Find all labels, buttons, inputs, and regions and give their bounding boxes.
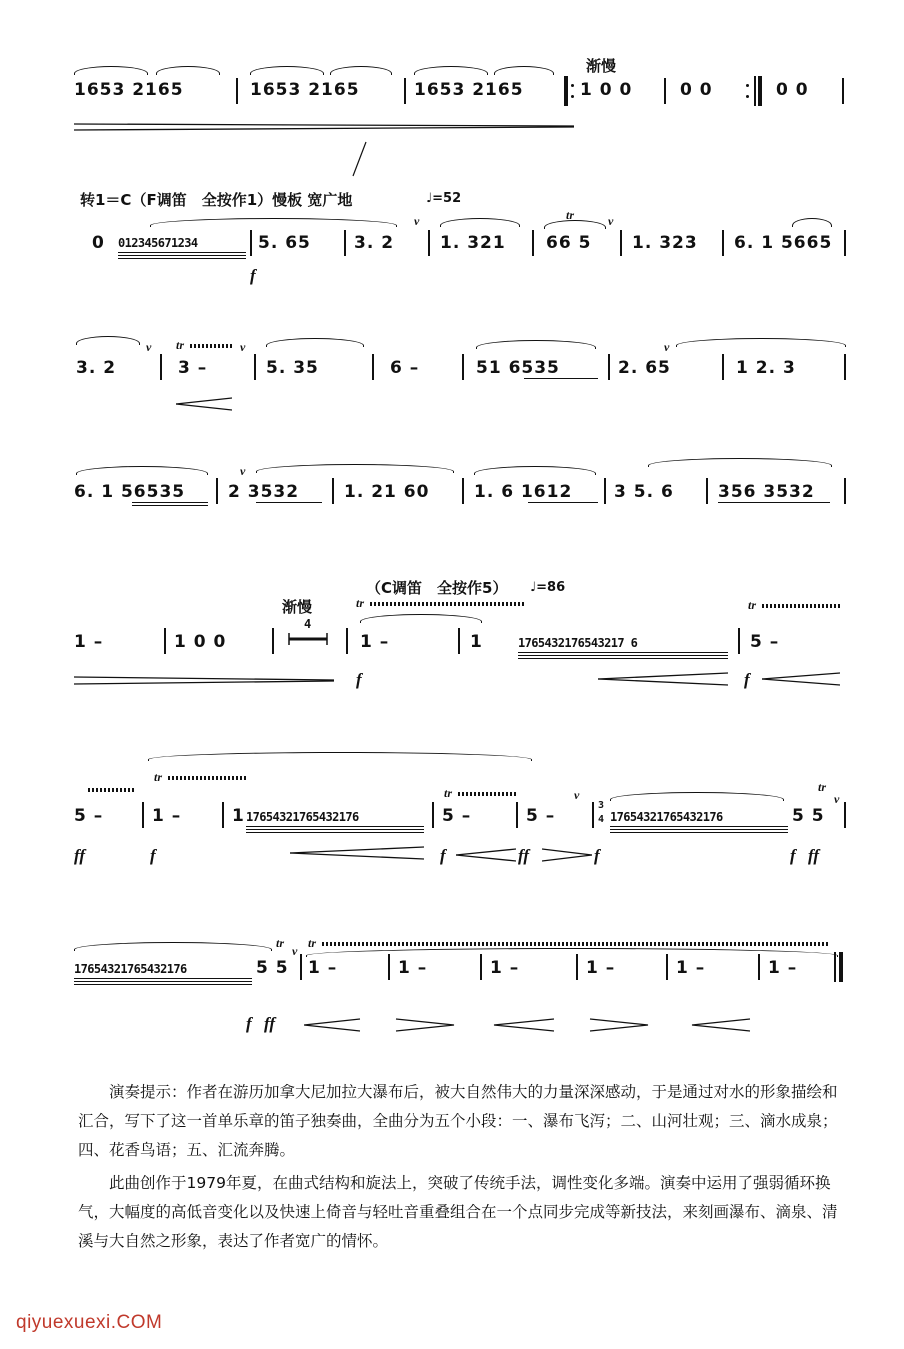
underline-beam — [518, 655, 728, 656]
grace-run: 17654321765432176 — [610, 810, 723, 824]
measure-r1-6: 0 0 — [776, 80, 809, 100]
underline-beam — [74, 981, 252, 982]
barline — [738, 628, 740, 654]
measure-r7-1: 1 – — [308, 958, 338, 978]
barline — [250, 230, 252, 256]
measure-r1-4: 1 0 0 — [580, 80, 633, 100]
barline — [758, 954, 760, 980]
underline-beam — [246, 829, 424, 830]
measure-r2-2: 3. 2 — [354, 233, 395, 253]
measure-r1-5: 0 0 — [680, 80, 713, 100]
measure-r4-4: 1. 6 1612 — [474, 482, 573, 502]
time-sig-top: 3 — [598, 800, 604, 811]
rest: 0 — [92, 233, 105, 253]
barline — [706, 478, 708, 504]
underline-beam — [118, 255, 246, 256]
measure-r3-1: 3. 2 — [76, 358, 117, 378]
measure-r3-4: 6 – — [390, 358, 420, 378]
dynamic-f: f — [246, 1014, 252, 1033]
connector-stroke — [350, 140, 370, 180]
trill-line — [370, 602, 526, 606]
barline — [332, 478, 334, 504]
slur — [266, 338, 364, 347]
barline — [300, 954, 302, 980]
grace-run: 17654321765432176 — [246, 810, 359, 824]
slur — [474, 466, 596, 475]
repeat-dot — [746, 95, 749, 98]
breath-mark: v — [608, 214, 614, 228]
measure-r7-6: 1 – — [768, 958, 798, 978]
slur — [792, 218, 832, 227]
notes-paragraph-2: 此曲创作于1979年夏，在曲式结构和旋法上，突破了传统手法，调性变化多端。演奏中运用了强弱循环换气，大幅度的高低音变化以及快速上倚音与轻吐音重叠组合在一个点同步完成等新技法，来刻画瀑布、滴泉、清溪与大自然之形象，表达了作者宽广的情怀。 — [78, 1174, 838, 1250]
barline — [844, 230, 846, 256]
barline — [462, 478, 464, 504]
crescendo-hairpin — [598, 672, 728, 686]
repeat-end-barline — [754, 76, 756, 106]
measure-r2-1: 5. 65 — [258, 233, 311, 253]
trill-mark: tr — [276, 936, 285, 950]
dynamic-f: f — [440, 846, 446, 865]
barline — [344, 230, 346, 256]
repeat-dot — [571, 95, 574, 98]
barline — [432, 802, 434, 828]
dynamic-ff: ff — [74, 846, 86, 865]
underline-beam — [718, 502, 830, 503]
underline-beam — [256, 502, 322, 503]
barline — [216, 478, 218, 504]
dynamic-f: f — [790, 846, 796, 865]
slur — [150, 218, 397, 227]
measure-r5-2: 1 0 0 — [174, 632, 227, 652]
dynamic-f: f — [594, 846, 600, 865]
performance-notes — [78, 1078, 850, 1256]
tempo-bpm: ♩=86 — [530, 580, 566, 595]
barline — [842, 78, 844, 104]
slur — [676, 338, 846, 347]
measure-r7-4: 1 – — [586, 958, 616, 978]
measure-r2-5: 1. 323 — [632, 233, 698, 253]
breath-mark: v — [664, 340, 670, 354]
key-change-heading: 转1＝C（F调笛 全按作1）慢板 宽广地 — [80, 191, 353, 209]
trill-mark: tr — [566, 208, 575, 222]
underline-beam — [610, 832, 788, 833]
barline — [722, 354, 724, 380]
measure-r2-4: 66 5 — [546, 233, 592, 253]
underline-beam — [610, 826, 788, 827]
slur — [74, 66, 148, 75]
measure-r1-2: 1653 2165 — [250, 80, 360, 100]
dynamic-f: f — [150, 846, 156, 865]
slur — [440, 218, 520, 227]
dynamic-ff: ff — [808, 846, 820, 865]
trill-mark: tr — [176, 338, 185, 352]
measure-r3-5: 51 6535 — [476, 358, 560, 378]
grace-run: 012345671234 — [118, 236, 198, 250]
trill-mark: tr — [154, 770, 163, 784]
measure-r2-6: 6. 1 5665 — [734, 233, 833, 253]
measure-r3-7: 1 2. 3 — [736, 358, 796, 378]
barline — [844, 354, 846, 380]
dynamic-ff: ff — [264, 1014, 276, 1033]
barline — [254, 354, 256, 380]
dynamic-f: f — [250, 266, 256, 285]
underline-beam — [118, 258, 246, 259]
measure-r6-2: 1 – — [152, 806, 182, 826]
measure-r6-tail: 5 5 — [792, 806, 825, 826]
trill-mark: tr — [748, 598, 757, 612]
measure-r5-5: 1 — [470, 632, 483, 652]
final-barline — [834, 952, 836, 982]
tempo-ritardando-label: 渐慢 — [282, 598, 313, 616]
measure-r1-3: 1653 2165 — [414, 80, 524, 100]
slur — [250, 66, 324, 75]
barline — [428, 230, 430, 256]
crescendo-hairpin — [290, 846, 424, 860]
barline — [462, 354, 464, 380]
slur — [494, 66, 554, 75]
slur — [544, 220, 606, 229]
breath-mark: v — [240, 464, 246, 478]
grace-run: 17654321765432176 — [74, 962, 187, 976]
barline — [592, 802, 594, 828]
trill-line — [322, 942, 830, 946]
measure-r4-5: 3 5. 6 — [614, 482, 674, 502]
barline — [666, 954, 668, 980]
breath-mark: v — [292, 944, 298, 958]
barline — [222, 802, 224, 828]
dynamic-ff: ff — [518, 846, 530, 865]
barline — [236, 78, 238, 104]
dynamic-f: f — [744, 670, 750, 689]
barline — [722, 230, 724, 256]
measure-r5-4: 1 – — [360, 632, 390, 652]
crescendo-hairpin — [176, 396, 232, 412]
barline — [164, 628, 166, 654]
trill-mark: tr — [444, 786, 453, 800]
trill-line — [88, 788, 134, 792]
trill-line — [458, 792, 518, 796]
repeat-start-barline — [564, 76, 568, 106]
barline — [844, 802, 846, 828]
breath-mark: v — [834, 792, 840, 806]
slur — [256, 464, 454, 473]
notes-paragraph-1: 演奏提示：作者在游历加拿大尼加拉大瀑布后，被大自然伟大的力量深深感动，于是通过对水的形象描绘和汇合，写下了这一首单乐章的笛子独奏曲，全曲分为五个小段：一、瀑布飞泻；二、山河壮观；三、滴水成泉；四、花香鸟语；五、汇流奔腾。 — [78, 1083, 838, 1159]
measure-r4-2: 2 3532 — [228, 482, 300, 502]
barline — [388, 954, 390, 980]
measure-r6-4: 5 – — [442, 806, 472, 826]
barline — [844, 478, 846, 504]
slur — [74, 942, 272, 951]
barline — [664, 78, 666, 104]
barline — [576, 954, 578, 980]
measure-r3-2: 3 – — [178, 358, 208, 378]
slur — [610, 792, 784, 801]
crescendo-hairpin — [762, 672, 840, 686]
measure-r7-tail: 5 5 — [256, 958, 289, 978]
measure-r1-1: 1653 2165 — [74, 80, 184, 100]
underline-beam — [246, 826, 424, 827]
measure-r4-3: 1. 21 60 — [344, 482, 430, 502]
barline — [346, 628, 348, 654]
key-change-heading: （C调笛 全按作5） — [366, 579, 508, 597]
measure-r3-3: 5. 35 — [266, 358, 319, 378]
underline-beam — [132, 502, 208, 503]
hairpin-sequence — [304, 1018, 754, 1032]
slur — [76, 466, 208, 475]
slur — [648, 458, 832, 467]
barline — [608, 354, 610, 380]
trill-line — [190, 344, 232, 348]
breath-mark: v — [574, 788, 580, 802]
barline — [620, 230, 622, 256]
diminuendo-hairpin — [74, 120, 574, 134]
slur — [76, 336, 140, 345]
dynamic-f: f — [356, 670, 362, 689]
slur — [360, 614, 482, 623]
measure-r7-5: 1 – — [676, 958, 706, 978]
measure-r6-5: 5 – — [526, 806, 556, 826]
underline-beam — [528, 502, 598, 503]
barline — [142, 802, 144, 828]
underline-beam — [524, 378, 598, 379]
watermark-logo: qiyuexuexi.COM — [16, 1312, 163, 1333]
barline — [404, 78, 406, 104]
measure-r7-2: 1 – — [398, 958, 428, 978]
breath-mark: v — [414, 214, 420, 228]
barline — [516, 802, 518, 828]
repeat-dot — [746, 84, 749, 87]
multi-rest-count: 4 — [304, 617, 311, 631]
measure-r5-1: 1 – — [74, 632, 104, 652]
final-barline — [839, 952, 843, 982]
repeat-end-barline — [758, 76, 762, 106]
breath-mark: v — [146, 340, 152, 354]
trill-line — [168, 776, 248, 780]
barline — [480, 954, 482, 980]
measure-r6-3: 1 — [232, 806, 245, 826]
measure-r6-1: 5 – — [74, 806, 104, 826]
time-sig-bottom: 4 — [598, 814, 604, 825]
slur — [330, 66, 392, 75]
multi-rest-symbol — [288, 630, 328, 648]
diminuendo-hairpin — [74, 674, 334, 688]
barline — [272, 628, 274, 654]
trill-mark: tr — [308, 936, 317, 950]
crescendo-hairpin — [456, 848, 516, 862]
breath-mark: v — [240, 340, 246, 354]
slur — [414, 66, 488, 75]
measure-r4-1: 6. 1 56535 — [74, 482, 186, 502]
measure-r4-6: 356 3532 — [718, 482, 815, 502]
underline-beam — [610, 829, 788, 830]
grace-run: 1765432176543217 6 — [518, 636, 638, 650]
tempo-ritardando-label: 渐慢 — [586, 57, 617, 75]
underline-beam — [118, 252, 246, 253]
barline — [160, 354, 162, 380]
repeat-dot — [571, 84, 574, 87]
slur — [156, 66, 220, 75]
measure-r5-6: 5 – — [750, 632, 780, 652]
measure-r7-3: 1 – — [490, 958, 520, 978]
barline — [372, 354, 374, 380]
underline-beam — [132, 505, 208, 506]
underline-beam — [246, 832, 424, 833]
slur — [148, 752, 532, 761]
diminuendo-hairpin — [542, 848, 592, 862]
trill-mark: tr — [818, 780, 827, 794]
trill-mark: tr — [356, 596, 365, 610]
underline-beam — [74, 978, 252, 979]
measure-r3-6: 2. 65 — [618, 358, 671, 378]
measure-r2-3: 1. 321 — [440, 233, 506, 253]
slur — [476, 340, 596, 349]
tempo-bpm: ♩=52 — [426, 191, 462, 206]
trill-line — [762, 604, 842, 608]
underline-beam — [518, 652, 728, 653]
barline — [604, 478, 606, 504]
underline-beam — [74, 984, 252, 985]
underline-beam — [518, 658, 728, 659]
barline — [532, 230, 534, 256]
barline — [458, 628, 460, 654]
